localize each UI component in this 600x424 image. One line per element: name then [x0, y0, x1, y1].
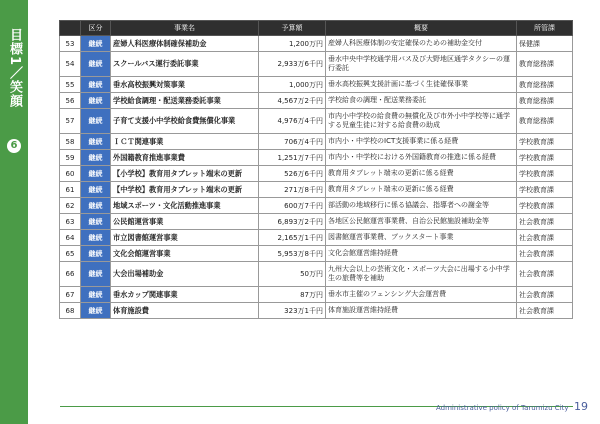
project-summary: 図書館運営事業費、ブックスタート事業: [326, 230, 517, 246]
table-row: [60, 303, 573, 319]
department: 社会教育課: [517, 303, 573, 319]
table-row: [60, 287, 573, 303]
row-number: 66: [60, 262, 81, 287]
department: 学校教育課: [517, 134, 573, 150]
row-number: 54: [60, 52, 81, 77]
budget-amount: 1,200万円: [259, 36, 326, 52]
category-badge: 継続: [81, 166, 111, 182]
table-row: [60, 246, 573, 262]
project-summary: 市内小中学校の給食費の無償化及び市外小中学校等に通学する児童生徒に対する給食費の助成: [326, 109, 517, 134]
footer-caption: Administrative policy of Tarumizu City: [436, 404, 569, 412]
budget-amount: 2,165万1千円: [259, 230, 326, 246]
header-summary: 概要: [326, 21, 517, 36]
project-summary: 各地区公民館運営事業費、自治公民館施設補助金等: [326, 214, 517, 230]
header-budget: 予算額: [259, 21, 326, 36]
project-name: 体育施設費: [111, 303, 259, 319]
project-summary: 垂水中央中学校通学用バス及び大野地区通学タクシーの運行委託: [326, 52, 517, 77]
project-name: 公民館運営事業: [111, 214, 259, 230]
department: 学校教育課: [517, 166, 573, 182]
row-number: 55: [60, 77, 81, 93]
header-department: 所管課: [517, 21, 573, 36]
department: 学校教育課: [517, 198, 573, 214]
project-name: 産婦人科医療体制確保補助金: [111, 36, 259, 52]
budget-amount: 600万7千円: [259, 198, 326, 214]
category-badge: 継続: [81, 198, 111, 214]
table-row: [60, 52, 573, 77]
table-row: [60, 36, 573, 52]
category-badge: 継続: [81, 303, 111, 319]
project-summary: 市内小・中学校における外国籍教育の推進に係る経費: [326, 150, 517, 166]
table-row: [60, 166, 573, 182]
row-number: 62: [60, 198, 81, 214]
budget-amount: 1,000万円: [259, 77, 326, 93]
project-summary: 九州大会以上の芸術文化・スポーツ大会に出場する小中学生の旅費等を補助: [326, 262, 517, 287]
table-row: [60, 198, 573, 214]
category-badge: 継続: [81, 109, 111, 134]
project-summary: 産婦人科医療体制の安定確保のための補助金交付: [326, 36, 517, 52]
project-summary: 教育用タブレット端末の更新に係る経費: [326, 166, 517, 182]
project-name: ＩＣＴ関連事業: [111, 134, 259, 150]
department: 教育総務課: [517, 77, 573, 93]
project-name: 外国籍教育推進事業費: [111, 150, 259, 166]
budget-amount: 2,933万6千円: [259, 52, 326, 77]
department: 社会教育課: [517, 262, 573, 287]
row-number: 59: [60, 150, 81, 166]
row-number: 61: [60, 182, 81, 198]
budget-amount: 5,953万8千円: [259, 246, 326, 262]
category-badge: 継続: [81, 246, 111, 262]
budget-amount: 706万4千円: [259, 134, 326, 150]
category-badge: 継続: [81, 52, 111, 77]
table-row: [60, 230, 573, 246]
budget-amount: 271万8千円: [259, 182, 326, 198]
page-number: 19: [574, 400, 588, 413]
table-row: [60, 262, 573, 287]
project-name: 地域スポーツ・文化活動推進事業: [111, 198, 259, 214]
project-name: 文化会館運営事業: [111, 246, 259, 262]
budget-amount: 87万円: [259, 287, 326, 303]
category-badge: 継続: [81, 230, 111, 246]
category-badge: 継続: [81, 214, 111, 230]
row-number: 57: [60, 109, 81, 134]
table-row: [60, 77, 573, 93]
budget-amount: 6,893万2千円: [259, 214, 326, 230]
row-number: 60: [60, 166, 81, 182]
category-badge: 継続: [81, 134, 111, 150]
category-badge: 継続: [81, 287, 111, 303]
category-badge: 継続: [81, 262, 111, 287]
budget-amount: 323万1千円: [259, 303, 326, 319]
category-badge: 継続: [81, 93, 111, 109]
table-row: [60, 150, 573, 166]
row-number: 65: [60, 246, 81, 262]
department: 学校教育課: [517, 150, 573, 166]
category-badge: 継続: [81, 77, 111, 93]
department: 学校教育課: [517, 182, 573, 198]
project-name: 【中学校】教育用タブレット端末の更新: [111, 182, 259, 198]
project-name: 子育て支援小中学校給食費無償化事業: [111, 109, 259, 134]
category-badge: 継続: [81, 150, 111, 166]
project-summary: 市内小・中学校のICT支援事業に係る経費: [326, 134, 517, 150]
department: 保健課: [517, 36, 573, 52]
project-summary: 垂水市主催のフェンシング大会運営費: [326, 287, 517, 303]
project-name: 市立図書館運営事業: [111, 230, 259, 246]
budget-amount: 4,976万4千円: [259, 109, 326, 134]
table-row: [60, 93, 573, 109]
project-name: 学校給食調理・配送業務委託事業: [111, 93, 259, 109]
project-summary: 学校給食の調理・配送業務委託: [326, 93, 517, 109]
project-summary: 部活動の地域移行に係る協議会、指導者への謝金等: [326, 198, 517, 214]
department: 社会教育課: [517, 214, 573, 230]
department: 社会教育課: [517, 246, 573, 262]
table-body: [60, 36, 573, 319]
table-header-row: [60, 21, 573, 36]
budget-table: [59, 20, 573, 319]
budget-amount: 50万円: [259, 262, 326, 287]
department: 教育総務課: [517, 109, 573, 134]
project-name: 垂水高校振興対策事業: [111, 77, 259, 93]
department: 社会教育課: [517, 287, 573, 303]
row-number: 53: [60, 36, 81, 52]
section-title: 目標1／笑顔: [7, 28, 22, 109]
department: 教育総務課: [517, 93, 573, 109]
project-summary: 教育用タブレット端末の更新に係る経費: [326, 182, 517, 198]
row-number: 58: [60, 134, 81, 150]
project-name: スクールバス運行委託事業: [111, 52, 259, 77]
table-row: [60, 134, 573, 150]
budget-amount: 1,251万7千円: [259, 150, 326, 166]
budget-amount: 4,567万2千円: [259, 93, 326, 109]
table-row: [60, 182, 573, 198]
project-name: 垂水カップ関連事業: [111, 287, 259, 303]
header-project-name: 事業名: [111, 21, 259, 36]
category-badge: 継続: [81, 36, 111, 52]
project-summary: 文化会館運営維持経費: [326, 246, 517, 262]
row-number: 64: [60, 230, 81, 246]
budget-amount: 526万6千円: [259, 166, 326, 182]
header-category: 区分: [81, 21, 111, 36]
project-summary: 体育施設運営維持経費: [326, 303, 517, 319]
department: 教育総務課: [517, 52, 573, 77]
project-name: 大会出場補助金: [111, 262, 259, 287]
table-row: [60, 214, 573, 230]
row-number: 56: [60, 93, 81, 109]
header-no: [60, 21, 81, 36]
row-number: 67: [60, 287, 81, 303]
department: 社会教育課: [517, 230, 573, 246]
section-number-badge: 6: [7, 139, 21, 153]
category-badge: 継続: [81, 182, 111, 198]
project-summary: 垂水高校振興支援計画に基づく生徒確保事業: [326, 77, 517, 93]
row-number: 68: [60, 303, 81, 319]
project-name: 【小学校】教育用タブレット端末の更新: [111, 166, 259, 182]
row-number: 63: [60, 214, 81, 230]
table-row: [60, 109, 573, 134]
